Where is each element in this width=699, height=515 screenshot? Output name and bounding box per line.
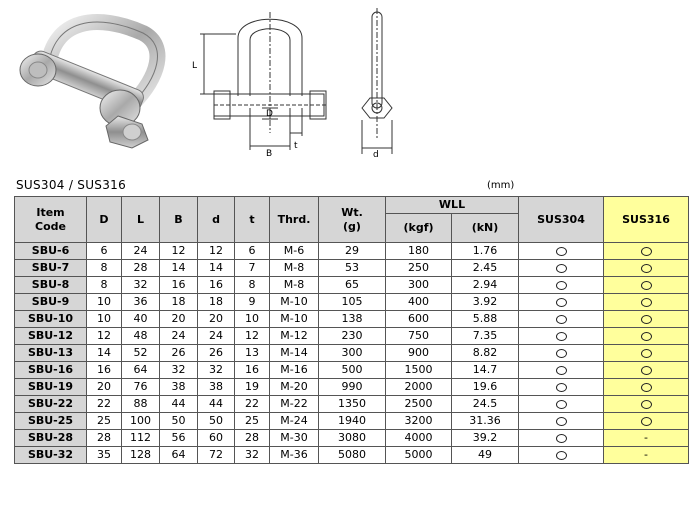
cell-kgf: 900 (386, 345, 452, 362)
cell-thrd: M-6 (270, 243, 319, 260)
table-row (15, 362, 689, 379)
cell-sus316 (604, 447, 689, 464)
cell-t: 8 (235, 277, 270, 294)
availability-circle (556, 281, 567, 290)
cell-kn: 19.6 (452, 379, 519, 396)
cell-B: 26 (160, 345, 198, 362)
cell-D: 8 (87, 277, 122, 294)
cell-sus316 (604, 277, 689, 294)
cell-t: 9 (235, 294, 270, 311)
header-kgf: (kgf) (386, 214, 452, 243)
cell-t: 10 (235, 311, 270, 328)
cell-sus304 (519, 362, 604, 379)
cell-kgf: 5000 (386, 447, 452, 464)
cell-sus304 (519, 243, 604, 260)
item-code-cell: SBU-32 (15, 447, 87, 464)
cell-d: 12 (198, 243, 235, 260)
cell-thrd: M-16 (270, 362, 319, 379)
series-title: SUS304 / SUS316 (16, 178, 127, 192)
cell-D: 16 (87, 362, 122, 379)
cell-wt: 230 (319, 328, 386, 345)
cell-t: 28 (235, 430, 270, 447)
cell-D: 20 (87, 379, 122, 396)
availability-circle (556, 247, 567, 256)
table-row (15, 396, 689, 413)
item-code-cell: SBU-13 (15, 345, 87, 362)
table-row (15, 430, 689, 447)
cell-sus316 (604, 260, 689, 277)
cell-kn: 1.76 (452, 243, 519, 260)
cell-L: 64 (122, 362, 160, 379)
label-t: t (294, 141, 298, 151)
cell-t: 16 (235, 362, 270, 379)
availability-circle (556, 315, 567, 324)
item-code-cell: SBU-16 (15, 362, 87, 379)
header-item-code: Item Code (15, 197, 87, 243)
cell-L: 32 (122, 277, 160, 294)
spec-rows (15, 243, 689, 464)
item-code-cell: SBU-25 (15, 413, 87, 430)
cell-kgf: 1500 (386, 362, 452, 379)
cell-L: 48 (122, 328, 160, 345)
cell-L: 128 (122, 447, 160, 464)
cell-thrd: M-8 (270, 260, 319, 277)
cell-L: 28 (122, 260, 160, 277)
unavailable-dash: - (644, 431, 648, 444)
header-L: L (122, 197, 160, 243)
cell-sus316 (604, 379, 689, 396)
cell-L: 24 (122, 243, 160, 260)
cell-kgf: 600 (386, 311, 452, 328)
cell-kn: 2.94 (452, 277, 519, 294)
cell-D: 12 (87, 328, 122, 345)
cell-kn: 7.35 (452, 328, 519, 345)
cell-sus304 (519, 413, 604, 430)
cell-B: 16 (160, 277, 198, 294)
cell-sus304 (519, 345, 604, 362)
cell-kgf: 750 (386, 328, 452, 345)
cell-wt: 300 (319, 345, 386, 362)
unit-note: (mm) (487, 180, 515, 191)
shackle-side-drawing (352, 8, 402, 158)
cell-thrd: M-24 (270, 413, 319, 430)
cell-B: 56 (160, 430, 198, 447)
cell-kgf: 2000 (386, 379, 452, 396)
cell-thrd: M-8 (270, 277, 319, 294)
cell-thrd: M-20 (270, 379, 319, 396)
cell-wt: 1940 (319, 413, 386, 430)
cell-L: 40 (122, 311, 160, 328)
availability-circle (556, 366, 567, 375)
cell-D: 22 (87, 396, 122, 413)
cell-B: 14 (160, 260, 198, 277)
cell-d: 32 (198, 362, 235, 379)
cell-d: 14 (198, 260, 235, 277)
header-sus304: SUS304 (519, 197, 604, 243)
cell-wt: 1350 (319, 396, 386, 413)
header-thread: Thrd. (270, 197, 319, 243)
cell-kgf: 3200 (386, 413, 452, 430)
table-row (15, 345, 689, 362)
cell-kgf: 250 (386, 260, 452, 277)
cell-wt: 105 (319, 294, 386, 311)
cell-B: 38 (160, 379, 198, 396)
cell-d: 16 (198, 277, 235, 294)
cell-D: 6 (87, 243, 122, 260)
availability-circle (641, 247, 652, 256)
cell-L: 100 (122, 413, 160, 430)
label-B: B (266, 149, 273, 158)
cell-d: 38 (198, 379, 235, 396)
cell-sus316 (604, 311, 689, 328)
cell-d: 72 (198, 447, 235, 464)
cell-d: 44 (198, 396, 235, 413)
table-row (15, 413, 689, 430)
cell-kgf: 400 (386, 294, 452, 311)
cell-sus316 (604, 328, 689, 345)
cell-wt: 65 (319, 277, 386, 294)
cell-D: 35 (87, 447, 122, 464)
cell-t: 12 (235, 328, 270, 345)
cell-thrd: M-22 (270, 396, 319, 413)
cell-t: 32 (235, 447, 270, 464)
cell-wt: 3080 (319, 430, 386, 447)
cell-kn: 49 (452, 447, 519, 464)
cell-thrd: M-14 (270, 345, 319, 362)
cell-D: 28 (87, 430, 122, 447)
shackle-photo (8, 8, 168, 156)
table-row (15, 260, 689, 277)
availability-circle (556, 349, 567, 358)
cell-sus304 (519, 277, 604, 294)
cell-thrd: M-12 (270, 328, 319, 345)
item-code-cell: SBU-6 (15, 243, 87, 260)
item-code-cell: SBU-10 (15, 311, 87, 328)
cell-kn: 2.45 (452, 260, 519, 277)
availability-circle (556, 264, 567, 273)
cell-t: 13 (235, 345, 270, 362)
availability-circle (641, 298, 652, 307)
cell-D: 10 (87, 294, 122, 311)
cell-sus316 (604, 413, 689, 430)
item-code-cell: SBU-19 (15, 379, 87, 396)
cell-t: 19 (235, 379, 270, 396)
availability-circle (641, 281, 652, 290)
cell-kn: 3.92 (452, 294, 519, 311)
availability-circle (641, 366, 652, 375)
cell-sus316 (604, 345, 689, 362)
cell-L: 36 (122, 294, 160, 311)
cell-sus304 (519, 328, 604, 345)
cell-t: 22 (235, 396, 270, 413)
spec-table (14, 196, 689, 464)
cell-kn: 14.7 (452, 362, 519, 379)
item-code-cell: SBU-12 (15, 328, 87, 345)
cell-d: 24 (198, 328, 235, 345)
cell-wt: 29 (319, 243, 386, 260)
cell-wt: 5080 (319, 447, 386, 464)
cell-thrd: M-10 (270, 311, 319, 328)
cell-t: 6 (235, 243, 270, 260)
availability-circle (556, 332, 567, 341)
cell-wt: 500 (319, 362, 386, 379)
cell-sus316 (604, 294, 689, 311)
cell-kn: 8.82 (452, 345, 519, 362)
cell-kn: 31.36 (452, 413, 519, 430)
availability-circle (641, 332, 652, 341)
cell-L: 112 (122, 430, 160, 447)
cell-L: 52 (122, 345, 160, 362)
item-code-cell: SBU-8 (15, 277, 87, 294)
cell-kn: 5.88 (452, 311, 519, 328)
availability-circle (641, 315, 652, 324)
cell-D: 10 (87, 311, 122, 328)
table-row (15, 447, 689, 464)
item-code-cell: SBU-7 (15, 260, 87, 277)
cell-sus304 (519, 379, 604, 396)
cell-wt: 138 (319, 311, 386, 328)
cell-d: 50 (198, 413, 235, 430)
label-L: L (192, 61, 198, 71)
cell-kgf: 180 (386, 243, 452, 260)
header-sus316: SUS316 (604, 197, 689, 243)
cell-sus304 (519, 430, 604, 447)
item-code-cell: SBU-22 (15, 396, 87, 413)
cell-B: 44 (160, 396, 198, 413)
cell-B: 20 (160, 311, 198, 328)
table-row (15, 243, 689, 260)
cell-sus316 (604, 396, 689, 413)
cell-thrd: M-30 (270, 430, 319, 447)
availability-circle (641, 264, 652, 273)
availability-circle (641, 400, 652, 409)
cell-sus304 (519, 396, 604, 413)
cell-B: 32 (160, 362, 198, 379)
availability-circle (556, 451, 567, 460)
availability-circle (641, 383, 652, 392)
cell-d: 20 (198, 311, 235, 328)
cell-sus304 (519, 311, 604, 328)
cell-D: 8 (87, 260, 122, 277)
cell-sus304 (519, 447, 604, 464)
availability-circle (556, 417, 567, 426)
availability-circle (556, 400, 567, 409)
cell-B: 12 (160, 243, 198, 260)
cell-thrd: M-10 (270, 294, 319, 311)
cell-L: 88 (122, 396, 160, 413)
table-row (15, 328, 689, 345)
label-D: D (266, 109, 273, 119)
table-row (15, 311, 689, 328)
cell-kn: 24.5 (452, 396, 519, 413)
cell-D: 14 (87, 345, 122, 362)
cell-wt: 53 (319, 260, 386, 277)
availability-circle (556, 434, 567, 443)
cell-thrd: M-36 (270, 447, 319, 464)
cell-sus304 (519, 260, 604, 277)
cell-sus316 (604, 430, 689, 447)
cell-kgf: 2500 (386, 396, 452, 413)
cell-d: 18 (198, 294, 235, 311)
label-d: d (373, 150, 379, 158)
header-kn: (kN) (452, 214, 519, 243)
cell-B: 50 (160, 413, 198, 430)
cell-sus316 (604, 362, 689, 379)
cell-kgf: 4000 (386, 430, 452, 447)
header-B: B (160, 197, 198, 243)
cell-d: 60 (198, 430, 235, 447)
availability-circle (641, 349, 652, 358)
availability-circle (641, 417, 652, 426)
cell-B: 64 (160, 447, 198, 464)
availability-circle (556, 383, 567, 392)
unavailable-dash: - (644, 448, 648, 461)
cell-t: 7 (235, 260, 270, 277)
cell-B: 24 (160, 328, 198, 345)
cell-t: 25 (235, 413, 270, 430)
table-row (15, 277, 689, 294)
cell-wt: 990 (319, 379, 386, 396)
item-code-cell: SBU-28 (15, 430, 87, 447)
cell-sus316 (604, 243, 689, 260)
cell-L: 76 (122, 379, 160, 396)
table-row (15, 379, 689, 396)
header-weight: Wt. (g) (319, 197, 386, 243)
header-d: d (198, 197, 235, 243)
table-row (15, 294, 689, 311)
cell-D: 25 (87, 413, 122, 430)
header-t: t (235, 197, 270, 243)
cell-sus304 (519, 294, 604, 311)
availability-circle (556, 298, 567, 307)
header-D: D (87, 197, 122, 243)
cell-B: 18 (160, 294, 198, 311)
header-wll: WLL (386, 197, 519, 214)
cell-kn: 39.2 (452, 430, 519, 447)
cell-kgf: 300 (386, 277, 452, 294)
cell-d: 26 (198, 345, 235, 362)
item-code-cell: SBU-9 (15, 294, 87, 311)
